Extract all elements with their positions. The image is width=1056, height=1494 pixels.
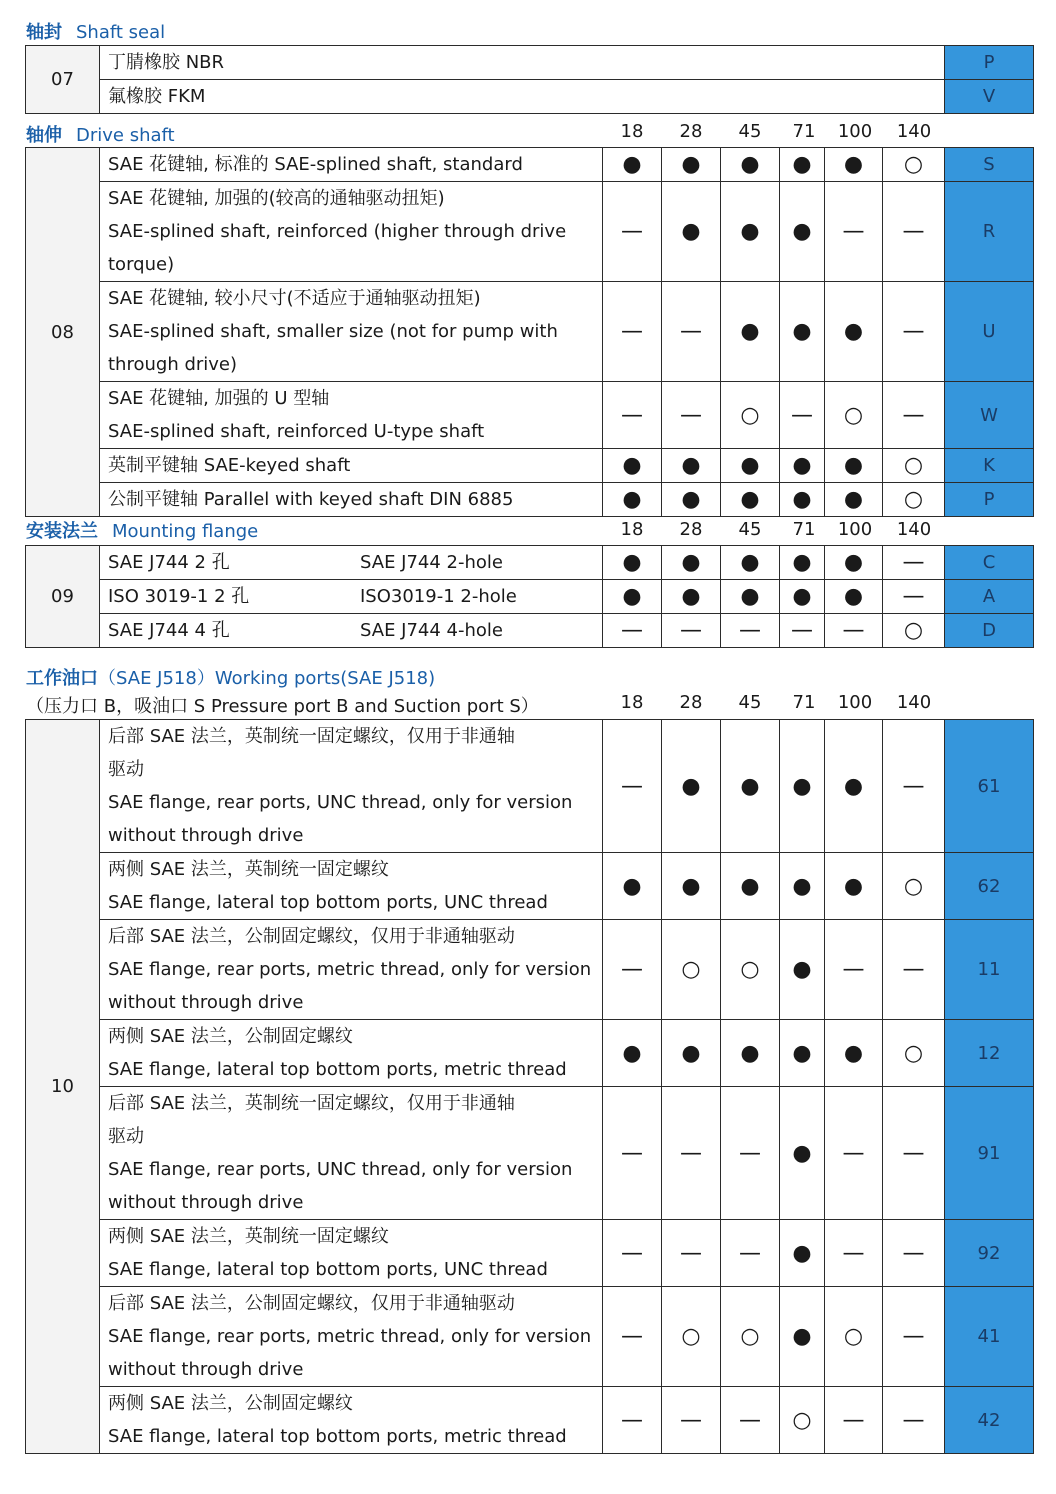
availability-mark: — [721,1220,780,1287]
option-description [100,853,603,920]
option-code: R [945,182,1034,282]
availability-mark: ● [780,1287,825,1387]
availability-mark: ○ [780,1387,825,1454]
availability-mark: — [662,1220,721,1287]
availability-mark: ● [825,148,883,182]
mounting-flange-title [26,517,258,543]
option-description [100,614,603,648]
description-line: without through drive [108,1359,304,1380]
drive-shaft-title [26,121,175,147]
availability-mark: ○ [883,1020,945,1087]
table-row [26,614,1034,648]
availability-mark: ○ [883,483,945,517]
description-line: SAE-splined shaft, reinforced U-type shaft [108,421,485,442]
availability-mark: — [603,282,662,382]
availability-mark: ● [780,1220,825,1287]
drive-shaft-table [25,147,1034,517]
availability-mark: ○ [721,920,780,1020]
size-label: 28 [679,121,703,142]
option-code: 12 [945,1020,1034,1087]
availability-mark: — [825,614,883,648]
working-ports-title [26,664,435,690]
availability-mark: — [825,1387,883,1454]
availability-mark: ● [603,1020,662,1087]
option-code: W [945,382,1034,449]
size-label: 18 [620,121,644,142]
availability-mark: — [662,614,721,648]
availability-mark: ● [662,182,721,282]
size-label: 71 [792,692,816,713]
availability-mark: — [780,382,825,449]
availability-mark: — [662,1087,721,1220]
availability-mark: — [721,1087,780,1220]
description-line: SAE 花键轴, 较小尺寸(不适应于通轴驱动扭矩) [108,288,481,309]
description-line: SAE flange, lateral top bottom ports, metric thread [108,1059,567,1080]
description-line: SAE 花键轴, 标准的 SAE-splined shaft, standard [108,154,523,175]
working-ports-title-mid: （SAE J518） [98,668,215,689]
availability-mark: — [662,1387,721,1454]
description-line: 驱动 [108,759,144,780]
availability-mark: — [883,920,945,1020]
availability-mark: ● [662,580,721,614]
description-line: 驱动 [108,1126,144,1147]
option-description: 丁腈橡胶 NBR [100,46,945,80]
description-line: SAE flange, rear ports, UNC thread, only for version [108,792,573,813]
availability-mark: — [883,1087,945,1220]
table-row [26,546,1034,580]
description-line: 两侧 SAE 法兰，英制统一固定螺纹 [108,859,389,880]
availability-mark: ● [721,182,780,282]
availability-mark: — [825,920,883,1020]
availability-mark: ● [721,853,780,920]
table-row [26,282,1034,382]
size-label: 100 [837,121,873,142]
option-description: 氟橡胶 FKM [100,80,945,114]
size-label: 28 [679,692,703,713]
availability-mark: ● [721,580,780,614]
description-en: ISO3019-1 2-hole [360,586,517,607]
availability-mark: — [883,580,945,614]
description-en: SAE J744 4-hole [360,620,503,641]
availability-mark: — [825,182,883,282]
availability-mark: ● [780,1020,825,1087]
option-description [100,483,603,517]
availability-mark: ● [780,720,825,853]
shaft-seal-table [25,45,1034,114]
availability-mark: — [603,382,662,449]
description-line: 英制平键轴 SAE-keyed shaft [108,455,351,476]
size-label: 71 [792,121,816,142]
availability-mark: — [883,1220,945,1287]
description-line: SAE 花键轴, 加强的 U 型轴 [108,388,330,409]
table-row [26,1020,1034,1087]
availability-mark: ○ [721,382,780,449]
option-description [100,382,603,449]
mounting-flange-title-en: Mounting flange [112,521,259,542]
table-row [26,580,1034,614]
availability-mark: ● [662,1020,721,1087]
size-label: 45 [738,121,762,142]
availability-mark: — [603,1087,662,1220]
availability-mark: ● [721,546,780,580]
availability-mark: ● [662,546,721,580]
table-row [26,1387,1034,1454]
availability-mark: ● [825,720,883,853]
description-zh: ISO 3019-1 2 孔 [108,586,250,607]
description-line: 公制平键轴 Parallel with keyed shaft DIN 6885 [108,489,514,510]
description-line: through drive) [108,354,238,375]
availability-mark: ● [825,282,883,382]
availability-mark: ● [603,853,662,920]
size-label: 140 [896,692,932,713]
description-line: SAE flange, rear ports, metric thread, only for version [108,1326,592,1347]
availability-mark: — [603,920,662,1020]
availability-mark: ● [603,483,662,517]
option-description [100,148,603,182]
availability-mark: ● [780,853,825,920]
table-row [26,720,1034,853]
working-ports-table [25,719,1034,1454]
availability-mark: — [721,614,780,648]
availability-mark: ● [721,720,780,853]
description-line: 后部 SAE 法兰，公制固定螺纹，仅用于非通轴驱动 [108,1293,515,1314]
availability-mark: ● [603,580,662,614]
description-line: 两侧 SAE 法兰，公制固定螺纹 [108,1393,353,1414]
description-line: 两侧 SAE 法兰，英制统一固定螺纹 [108,1226,389,1247]
description-en: SAE J744 2-hole [360,552,503,573]
availability-mark: ● [780,282,825,382]
availability-mark: — [780,614,825,648]
availability-mark: — [825,1220,883,1287]
availability-mark: ○ [662,1287,721,1387]
size-label: 100 [837,519,873,540]
mounting-flange-title-zh: 安装法兰 [26,521,98,542]
size-label: 140 [896,519,932,540]
option-code: 11 [945,920,1034,1020]
availability-mark: ● [780,483,825,517]
row-number: 08 [26,148,100,517]
option-description [100,1387,603,1454]
description-zh: SAE J744 4 孔 [108,620,230,641]
shaft-seal-title-zh: 轴封 [26,22,62,43]
table-row [26,1287,1034,1387]
availability-mark: ● [603,449,662,483]
availability-mark: — [883,546,945,580]
availability-mark: ○ [825,1287,883,1387]
availability-mark: ○ [883,614,945,648]
option-code: D [945,614,1034,648]
description-line: without through drive [108,1192,304,1213]
availability-mark: ● [825,546,883,580]
size-label: 140 [896,121,932,142]
availability-mark: ○ [721,1287,780,1387]
table-row [26,853,1034,920]
availability-mark: — [883,182,945,282]
size-label: 45 [738,519,762,540]
availability-mark: ● [780,920,825,1020]
shaft-seal-title-en: Shaft seal [76,22,166,43]
description-line: without through drive [108,825,304,846]
option-code: K [945,449,1034,483]
option-code: 42 [945,1387,1034,1454]
availability-mark: ● [721,148,780,182]
availability-mark: ● [603,546,662,580]
availability-mark: ● [780,148,825,182]
option-description [100,546,603,580]
description-line: 后部 SAE 法兰，英制统一固定螺纹，仅用于非通轴 [108,1093,515,1114]
option-code: S [945,148,1034,182]
availability-mark: — [603,1220,662,1287]
availability-mark: — [883,282,945,382]
size-label: 28 [679,519,703,540]
availability-mark: ○ [662,920,721,1020]
availability-mark: — [883,382,945,449]
option-code: 92 [945,1220,1034,1287]
option-description [100,449,603,483]
availability-mark: ● [825,483,883,517]
availability-mark: ● [662,483,721,517]
size-label: 71 [792,519,816,540]
description-line: SAE-splined shaft, reinforced (higher through drive [108,221,567,242]
option-code: U [945,282,1034,382]
description-line: 后部 SAE 法兰，英制统一固定螺纹，仅用于非通轴 [108,726,515,747]
availability-mark: ● [662,148,721,182]
availability-mark: — [603,614,662,648]
availability-mark: — [662,382,721,449]
drive-shaft-title-en: Drive shaft [76,125,175,146]
availability-mark: ● [780,1087,825,1220]
description-line: SAE 花键轴, 加强的(较高的通轴驱动扭矩) [108,188,445,209]
availability-mark: ● [825,1020,883,1087]
table-row [26,46,1034,80]
option-description [100,720,603,853]
availability-mark: — [883,720,945,853]
table-row [26,1220,1034,1287]
option-description [100,920,603,1020]
availability-mark: — [662,282,721,382]
availability-mark: ○ [883,148,945,182]
option-code: 61 [945,720,1034,853]
availability-mark: ● [662,720,721,853]
working-ports-title-zh: 工作油口 [26,668,98,689]
working-ports-title-en: Working ports(SAE J518) [214,668,436,689]
availability-mark: — [603,720,662,853]
table-row [26,382,1034,449]
table-row [26,182,1034,282]
description-line: torque) [108,254,175,275]
table-row [26,483,1034,517]
option-code: V [945,80,1034,114]
option-description [100,1287,603,1387]
size-label: 18 [620,692,644,713]
availability-mark: ● [662,449,721,483]
description-line: SAE flange, lateral top bottom ports, UNC thread [108,1259,548,1280]
availability-mark: ● [721,282,780,382]
shaft-seal-title [26,18,165,44]
availability-mark: ● [780,546,825,580]
option-code: 41 [945,1287,1034,1387]
option-description [100,282,603,382]
option-description [100,1087,603,1220]
description-line: SAE-splined shaft, smaller size (not for pump with [108,321,558,342]
description-line: SAE flange, lateral top bottom ports, metric thread [108,1426,567,1447]
table-row [26,449,1034,483]
row-number: 07 [26,46,100,114]
option-code: C [945,546,1034,580]
availability-mark: ● [825,580,883,614]
option-code: A [945,580,1034,614]
size-label: 45 [738,692,762,713]
drive-shaft-title-zh: 轴伸 [26,125,62,146]
option-description [100,580,603,614]
availability-mark: ○ [825,382,883,449]
availability-mark: ● [721,483,780,517]
size-label: 18 [620,519,644,540]
option-code: 91 [945,1087,1034,1220]
table-row [26,920,1034,1020]
description-line: 后部 SAE 法兰，公制固定螺纹，仅用于非通轴驱动 [108,926,515,947]
size-label: 100 [837,692,873,713]
availability-mark: ● [662,853,721,920]
availability-mark: ● [603,148,662,182]
table-row [26,80,1034,114]
availability-mark: ● [825,853,883,920]
option-code: P [945,483,1034,517]
availability-mark: ○ [883,853,945,920]
description-line: SAE flange, rear ports, UNC thread, only for version [108,1159,573,1180]
option-description [100,1220,603,1287]
availability-mark: ○ [883,449,945,483]
availability-mark: ● [721,1020,780,1087]
mounting-flange-table [25,545,1034,648]
availability-mark: — [603,1287,662,1387]
row-number: 10 [26,720,100,1454]
working-ports-subtitle: （压力口 B，吸油口 S Pressure port B and Suction port S） [26,696,539,717]
availability-mark: ● [721,449,780,483]
availability-mark: ● [780,182,825,282]
availability-mark: — [883,1387,945,1454]
description-line: SAE flange, rear ports, metric thread, only for version [108,959,592,980]
option-code: P [945,46,1034,80]
description-line: 两侧 SAE 法兰，公制固定螺纹 [108,1026,353,1047]
description-zh: SAE J744 2 孔 [108,552,230,573]
availability-mark: ● [780,580,825,614]
description-line: SAE flange, lateral top bottom ports, UNC thread [108,892,548,913]
option-description [100,182,603,282]
row-number: 09 [26,546,100,648]
availability-mark: — [721,1387,780,1454]
availability-mark: — [603,1387,662,1454]
table-row [26,148,1034,182]
availability-mark: — [825,1087,883,1220]
option-code: 62 [945,853,1034,920]
description-line: without through drive [108,992,304,1013]
option-description [100,1020,603,1087]
availability-mark: — [603,182,662,282]
availability-mark: — [883,1287,945,1387]
availability-mark: ● [825,449,883,483]
availability-mark: ● [780,449,825,483]
table-row [26,1087,1034,1220]
